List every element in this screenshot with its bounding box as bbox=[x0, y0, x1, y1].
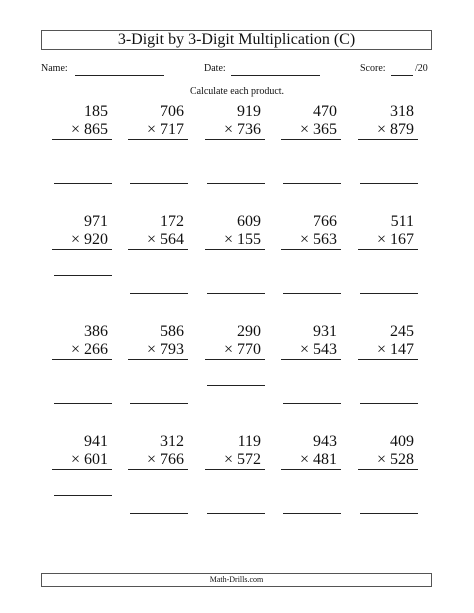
multiplier bbox=[128, 451, 188, 470]
multiplicand: 511 bbox=[390, 213, 414, 230]
multiplicand: 172 bbox=[160, 213, 184, 230]
times-sign: × bbox=[70, 231, 80, 248]
times-sign: × bbox=[146, 451, 156, 468]
multiplier-value: 770 bbox=[233, 341, 261, 358]
times-sign: × bbox=[223, 231, 233, 248]
answer-line[interactable] bbox=[360, 183, 418, 184]
multiplier bbox=[205, 231, 265, 250]
multiplier-value: 736 bbox=[233, 121, 261, 138]
problem-r4-c1 bbox=[38, 433, 112, 470]
times-sign: × bbox=[299, 121, 309, 138]
multiplicand: 386 bbox=[84, 323, 108, 340]
answer-line[interactable] bbox=[207, 385, 265, 386]
multiplier bbox=[358, 451, 418, 470]
times-sign: × bbox=[70, 451, 80, 468]
multiplier bbox=[205, 121, 265, 140]
multiplicand: 609 bbox=[237, 213, 261, 230]
times-sign: × bbox=[376, 231, 386, 248]
times-sign: × bbox=[223, 121, 233, 138]
multiplier bbox=[52, 451, 112, 470]
multiplier-value: 543 bbox=[309, 341, 337, 358]
multiplier bbox=[358, 121, 418, 140]
multiplicand: 941 bbox=[84, 433, 108, 450]
multiplicand: 290 bbox=[237, 323, 261, 340]
multiplier-value: 920 bbox=[80, 231, 108, 248]
multiplicand: 931 bbox=[313, 323, 337, 340]
multiplier-value: 717 bbox=[156, 121, 184, 138]
instructions: Calculate each product. bbox=[189, 86, 285, 97]
times-sign: × bbox=[146, 231, 156, 248]
times-sign: × bbox=[70, 121, 80, 138]
answer-line[interactable] bbox=[283, 293, 341, 294]
multiplicand: 470 bbox=[313, 103, 337, 120]
multiplier-value: 266 bbox=[80, 341, 108, 358]
times-sign: × bbox=[376, 451, 386, 468]
multiplicand: 919 bbox=[237, 103, 261, 120]
answer-line[interactable] bbox=[283, 403, 341, 404]
answer-line[interactable] bbox=[130, 403, 188, 404]
name-label: Name: bbox=[41, 63, 68, 74]
worksheet-title: 3-Digit by 3-Digit Multiplication (C) bbox=[117, 31, 356, 48]
score-label: Score: bbox=[360, 63, 386, 74]
multiplier bbox=[205, 451, 265, 470]
times-sign: × bbox=[223, 451, 233, 468]
multiplier bbox=[128, 231, 188, 250]
answer-line[interactable] bbox=[54, 275, 112, 276]
answer-line[interactable] bbox=[360, 293, 418, 294]
problem-r1-c2 bbox=[114, 103, 188, 140]
multiplier bbox=[281, 121, 341, 140]
multiplier-value: 147 bbox=[386, 341, 414, 358]
answer-line[interactable] bbox=[283, 513, 341, 514]
answer-line[interactable] bbox=[130, 183, 188, 184]
times-sign: × bbox=[146, 121, 156, 138]
footer-text: Math-Drills.com bbox=[209, 575, 264, 584]
times-sign: × bbox=[299, 231, 309, 248]
multiplier-value: 564 bbox=[156, 231, 184, 248]
multiplier bbox=[358, 231, 418, 250]
multiplier-value: 563 bbox=[309, 231, 337, 248]
multiplicand: 766 bbox=[313, 213, 337, 230]
score-total: /20 bbox=[415, 63, 428, 74]
multiplier-value: 793 bbox=[156, 341, 184, 358]
date-label: Date: bbox=[204, 63, 226, 74]
problem-r3-c4 bbox=[267, 323, 341, 360]
answer-line[interactable] bbox=[54, 183, 112, 184]
multiplier bbox=[281, 451, 341, 470]
answer-line[interactable] bbox=[130, 513, 188, 514]
answer-line[interactable] bbox=[360, 513, 418, 514]
times-sign: × bbox=[376, 121, 386, 138]
multiplier bbox=[205, 341, 265, 360]
multiplicand: 312 bbox=[160, 433, 184, 450]
multiplier-value: 572 bbox=[233, 451, 261, 468]
multiplier bbox=[52, 121, 112, 140]
multiplier-value: 365 bbox=[309, 121, 337, 138]
problem-r4-c4 bbox=[267, 433, 341, 470]
multiplier bbox=[281, 341, 341, 360]
times-sign: × bbox=[299, 451, 309, 468]
problem-r1-c4 bbox=[267, 103, 341, 140]
multiplier-value: 879 bbox=[386, 121, 414, 138]
problem-r4-c2 bbox=[114, 433, 188, 470]
multiplier-value: 167 bbox=[386, 231, 414, 248]
problem-r1-c3 bbox=[191, 103, 265, 140]
multiplier-value: 481 bbox=[309, 451, 337, 468]
multiplicand: 119 bbox=[237, 433, 261, 450]
answer-line[interactable] bbox=[54, 495, 112, 496]
problem-r4-c5 bbox=[344, 433, 418, 470]
multiplier bbox=[128, 341, 188, 360]
multiplier-value: 601 bbox=[80, 451, 108, 468]
times-sign: × bbox=[299, 341, 309, 358]
multiplicand: 409 bbox=[390, 433, 414, 450]
times-sign: × bbox=[70, 341, 80, 358]
times-sign: × bbox=[146, 341, 156, 358]
multiplicand: 943 bbox=[313, 433, 337, 450]
answer-line[interactable] bbox=[54, 403, 112, 404]
multiplier bbox=[281, 231, 341, 250]
problem-r1-c1 bbox=[38, 103, 112, 140]
multiplier-value: 528 bbox=[386, 451, 414, 468]
problem-r3-c5 bbox=[344, 323, 418, 360]
problem-r3-c2 bbox=[114, 323, 188, 360]
problem-r3-c1 bbox=[38, 323, 112, 360]
multiplicand: 245 bbox=[390, 323, 414, 340]
multiplier bbox=[52, 231, 112, 250]
answer-line[interactable] bbox=[130, 293, 188, 294]
answer-line[interactable] bbox=[360, 403, 418, 404]
multiplier-value: 155 bbox=[233, 231, 261, 248]
problem-r3-c3 bbox=[191, 323, 265, 360]
multiplicand: 971 bbox=[84, 213, 108, 230]
problem-r2-c5 bbox=[344, 213, 418, 250]
multiplier-value: 766 bbox=[156, 451, 184, 468]
problem-r2-c1 bbox=[38, 213, 112, 250]
problem-r2-c4 bbox=[267, 213, 341, 250]
multiplier bbox=[358, 341, 418, 360]
multiplicand: 706 bbox=[160, 103, 184, 120]
multiplicand: 318 bbox=[390, 103, 414, 120]
multiplier-value: 865 bbox=[80, 121, 108, 138]
answer-line[interactable] bbox=[207, 183, 265, 184]
problem-r4-c3 bbox=[191, 433, 265, 470]
multiplier bbox=[128, 121, 188, 140]
problem-r2-c2 bbox=[114, 213, 188, 250]
times-sign: × bbox=[376, 341, 386, 358]
footer-box bbox=[41, 573, 432, 587]
multiplicand: 185 bbox=[84, 103, 108, 120]
multiplier bbox=[52, 341, 112, 360]
times-sign: × bbox=[223, 341, 233, 358]
answer-line[interactable] bbox=[207, 513, 265, 514]
answer-line[interactable] bbox=[283, 183, 341, 184]
problem-r1-c5 bbox=[344, 103, 418, 140]
answer-line[interactable] bbox=[207, 293, 265, 294]
problem-r2-c3 bbox=[191, 213, 265, 250]
multiplicand: 586 bbox=[160, 323, 184, 340]
